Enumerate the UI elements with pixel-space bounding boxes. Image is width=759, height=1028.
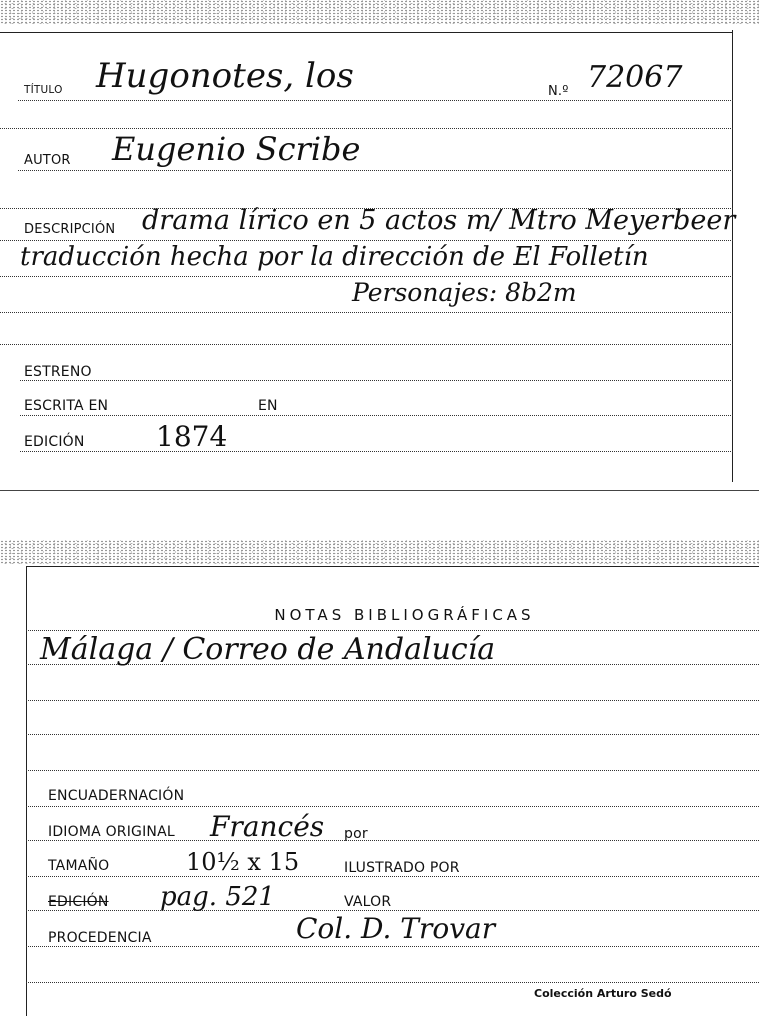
estreno-label: ESTRENO bbox=[24, 364, 92, 380]
rule bbox=[0, 128, 733, 129]
rule bbox=[0, 344, 733, 345]
en-label: EN bbox=[258, 398, 278, 414]
tamano-value: 10½ x 15 bbox=[186, 848, 300, 876]
ilustrado-por-label: ILUSTRADO POR bbox=[344, 860, 460, 876]
por-label: por bbox=[344, 826, 368, 842]
idioma-original-label: IDIOMA ORIGINAL bbox=[48, 824, 175, 840]
rule bbox=[26, 982, 759, 983]
rule bbox=[26, 630, 759, 631]
numero-value: 72067 bbox=[587, 60, 683, 95]
descripcion-label: DESCRIPCIÓN bbox=[24, 222, 116, 237]
edicion-value: 1874 bbox=[156, 420, 228, 453]
rule bbox=[20, 451, 733, 452]
card-top-torn-edge bbox=[0, 540, 759, 564]
rule bbox=[26, 910, 759, 911]
collection-credit: Colección Arturo Sedó bbox=[534, 987, 672, 1000]
edicion-label: EDICIÓN bbox=[24, 434, 85, 450]
rule bbox=[18, 170, 733, 171]
titulo-label: TÍTULO bbox=[24, 84, 63, 96]
encuadernacion-label: ENCUADERNACIÓN bbox=[48, 788, 185, 804]
rule bbox=[26, 770, 759, 771]
valor-label: VALOR bbox=[344, 894, 392, 910]
descripcion-line-3: Personajes: 8b2m bbox=[352, 278, 577, 307]
card-top-border bbox=[26, 566, 759, 567]
procedencia-value: Col. D. Trovar bbox=[296, 912, 496, 945]
rule bbox=[26, 946, 759, 947]
edicion-label: EDICIÓN bbox=[48, 894, 109, 910]
rule bbox=[0, 312, 733, 313]
notas-heading: NOTAS BIBLIOGRÁFICAS bbox=[274, 606, 535, 624]
notas-line-1: Málaga / Correo de Andalucía bbox=[40, 632, 496, 667]
rule bbox=[18, 100, 733, 101]
numero-label: N.º bbox=[548, 84, 569, 99]
card-top-border bbox=[0, 32, 733, 33]
rule bbox=[26, 876, 759, 877]
rule bbox=[20, 380, 733, 381]
rule bbox=[0, 240, 733, 241]
rule bbox=[20, 415, 733, 416]
tamano-label: TAMAÑO bbox=[48, 858, 110, 874]
rule bbox=[26, 806, 759, 807]
rule bbox=[26, 734, 759, 735]
descripcion-line-2: traducción hecha por la dirección de El Folletín bbox=[20, 242, 649, 272]
card-top-torn-edge bbox=[0, 0, 759, 24]
catalog-card-top bbox=[0, 0, 759, 492]
edicion-value: pag. 521 bbox=[160, 882, 275, 912]
descripcion-line-1: drama lírico en 5 actos m/ Mtro Meyerbeer bbox=[142, 205, 736, 236]
card-bottom-border bbox=[0, 490, 759, 491]
rule bbox=[0, 276, 733, 277]
procedencia-label: PROCEDENCIA bbox=[48, 930, 152, 946]
idioma-original-value: Francés bbox=[210, 810, 325, 843]
rule bbox=[26, 700, 759, 701]
titulo-value: Hugonotes, los bbox=[96, 56, 354, 96]
card-left-border bbox=[26, 566, 27, 1016]
autor-label: AUTOR bbox=[24, 153, 71, 168]
catalog-card-bottom bbox=[0, 540, 759, 1028]
rule bbox=[26, 840, 759, 841]
autor-value: Eugenio Scribe bbox=[112, 130, 361, 168]
escrita-en-label: ESCRITA EN bbox=[24, 398, 109, 414]
